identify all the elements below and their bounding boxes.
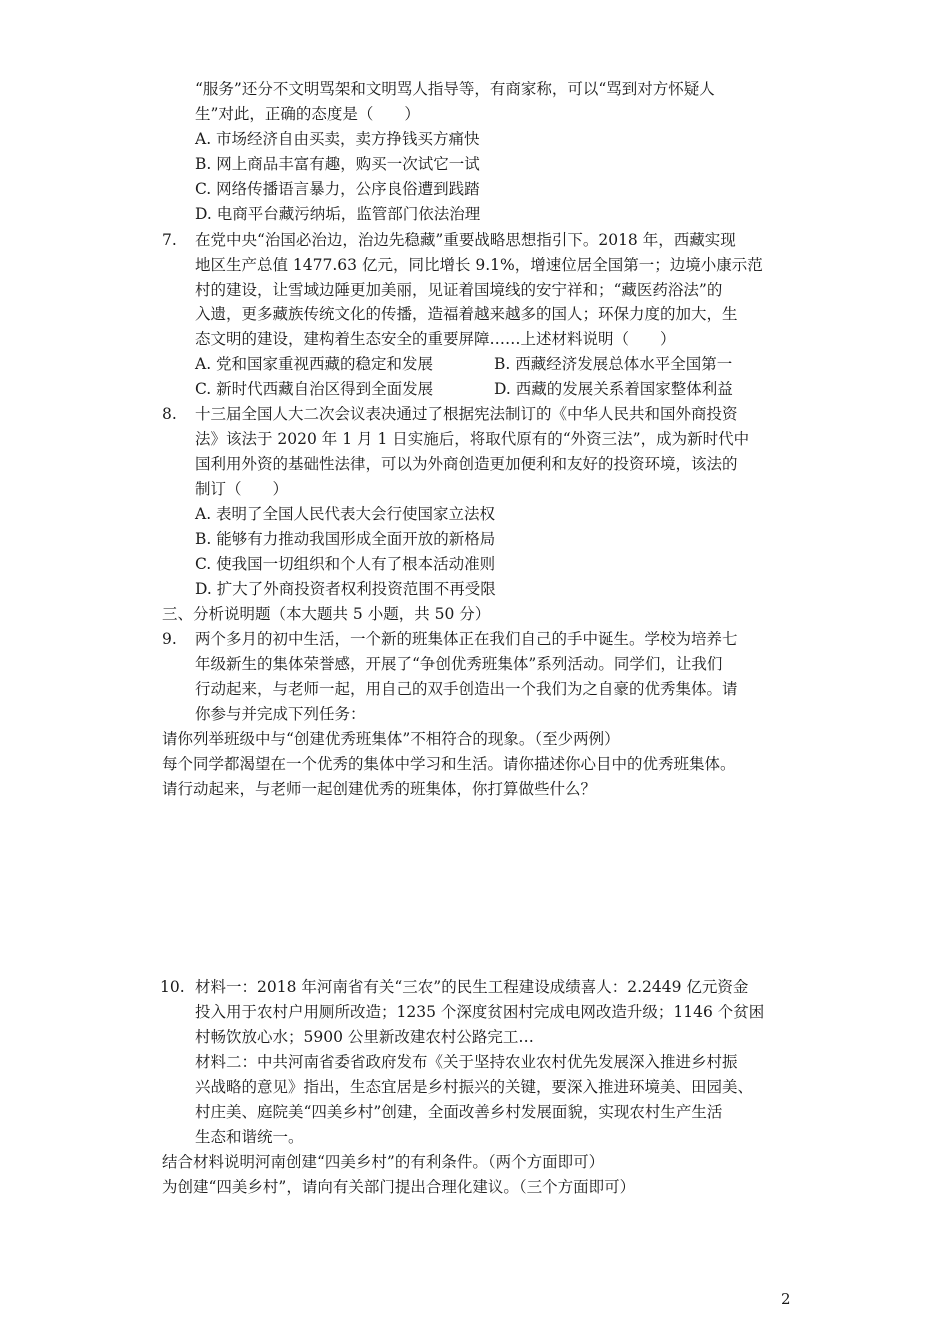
q6-option-a: A. 市场经济自由买卖，卖方挣钱买方痛快 — [195, 130, 480, 148]
page-number: 2 — [781, 1290, 791, 1308]
q7-stem-line-5: 态文明的建设，建构着生态安全的重要屏障……上述材料说明（ ） — [195, 330, 676, 348]
q10-material1-line-1: 材料一：2018 年河南省有关“三农”的民生工程建设成绩喜人：2.2449 亿元资金 — [195, 978, 749, 996]
q6-option-b: B. 网上商品丰富有趣，购买一次试它一试 — [195, 155, 480, 173]
q7-option-c: C. 新时代西藏自治区得到全面发展 — [195, 380, 434, 398]
q9-stem-line-3: 行动起来，与老师一起，用自己的双手创造出一个我们为之自豪的优秀集体。请 — [195, 680, 738, 698]
q8-option-c: C. 使我国一切组织和个人有了根本活动准则 — [195, 555, 496, 573]
q7-stem-line-4: 入遗，更多藏族传统文化的传播，造福着越来越多的国人；环保力度的加大，生 — [195, 305, 738, 323]
q7-stem-line-1: 在党中央“治国必治边，治边先稳藏”重要战略思想指引下。2018 年，西藏实现 — [195, 231, 736, 249]
q10-material2-line-2: 兴战略的意见》指出，生态宜居是乡村振兴的关键，要深入推进环境美、田园美、 — [195, 1078, 754, 1096]
q9-stem-line-4: 你参与并完成下列任务： — [195, 705, 366, 723]
q6-option-d: D. 电商平台藏污纳垢，监管部门依法治理 — [195, 205, 481, 223]
q7-number: 7. — [162, 231, 177, 249]
q8-option-a: A. 表明了全国人民代表大会行使国家立法权 — [195, 505, 496, 523]
q10-material1-line-3: 村畅饮放心水；5900 公里新改建农村公路完工… — [195, 1028, 534, 1046]
q9-task-3: 请行动起来，与老师一起创建优秀的班集体，你打算做些什么？ — [162, 780, 597, 798]
q9-number: 9. — [162, 630, 177, 648]
q9-task-1: 请你列举班级中与“创建优秀班集体”不相符合的现象。（至少两例） — [162, 730, 620, 748]
q6-option-c: C. 网络传播语言暴力，公序良俗遭到践踏 — [195, 180, 480, 198]
q10-material2-line-3: 村庄美、庭院美“四美乡村”创建，全面改善乡村发展面貌，实现农村生产生活 — [195, 1103, 723, 1121]
q6-stem-line-2: 生”对此，正确的态度是（ ） — [195, 105, 420, 123]
q7-option-a: A. 党和国家重视西藏的稳定和发展 — [195, 355, 434, 373]
q10-material2-line-1: 材料二：中共河南省委省政府发布《关于坚持农业农村优先发展深入推进乡村振 — [195, 1053, 738, 1071]
q10-task-2: 为创建“四美乡村”，请向有关部门提出合理化建议。（三个方面即可） — [162, 1178, 636, 1196]
q8-stem-line-2: 法》该法于 2020 年 1 月 1 日实施后，将取代原有的“外资三法”，成为新时代中 — [195, 430, 750, 448]
q8-option-d: D. 扩大了外商投资者权利投资范围不再受限 — [195, 580, 496, 598]
q9-task-2: 每个同学都渴望在一个优秀的集体中学习和生活。请你描述你心目中的优秀班集体。 — [162, 755, 736, 773]
q7-stem-line-2: 地区生产总值 1477.63 亿元，同比增长 9.1%，增速位居全国第一；边境小康示范 — [195, 256, 763, 274]
q10-number: 10. — [160, 978, 185, 996]
q10-task-1: 结合材料说明河南创建“四美乡村”的有利条件。（两个方面即可） — [162, 1153, 605, 1171]
q7-option-d: D. 西藏的发展关系着国家整体利益 — [494, 380, 733, 398]
q8-stem-line-4: 制订（ ） — [195, 480, 289, 498]
q8-stem-line-1: 十三届全国人大二次会议表决通过了根据宪法制订的《中华人民共和国外商投资 — [195, 405, 738, 423]
q8-stem-line-3: 国利用外资的基础性法律，可以为外商创造更加便利和友好的投资环境，该法的 — [195, 455, 738, 473]
section-heading: 三、分析说明题（本大题共 5 小题，共 50 分） — [162, 605, 491, 623]
q8-option-b: B. 能够有力推动我国形成全面开放的新格局 — [195, 530, 496, 548]
q9-stem-line-1: 两个多月的初中生活，一个新的班集体正在我们自己的手中诞生。学校为培养七 — [195, 630, 738, 648]
q9-stem-line-2: 年级新生的集体荣誉感，开展了“争创优秀班集体”系列活动。同学们，让我们 — [195, 655, 723, 673]
q7-option-b: B. 西藏经济发展总体水平全国第一 — [494, 355, 733, 373]
q7-stem-line-3: 村的建设，让雪域边陲更加美丽，见证着国境线的安宁祥和；“藏医药浴法”的 — [195, 281, 723, 299]
q6-stem-line-1: “服务”还分不文明骂架和文明骂人指导等，有商家称，可以“骂到对方怀疑人 — [195, 80, 715, 98]
q10-material2-line-4: 生态和谐统一。 — [195, 1128, 304, 1146]
q10-material1-line-2: 投入用于农村户用厕所改造；1235 个深度贫困村完成电网改造升级；1146 个贫困 — [195, 1003, 765, 1021]
q8-number: 8. — [162, 405, 177, 423]
